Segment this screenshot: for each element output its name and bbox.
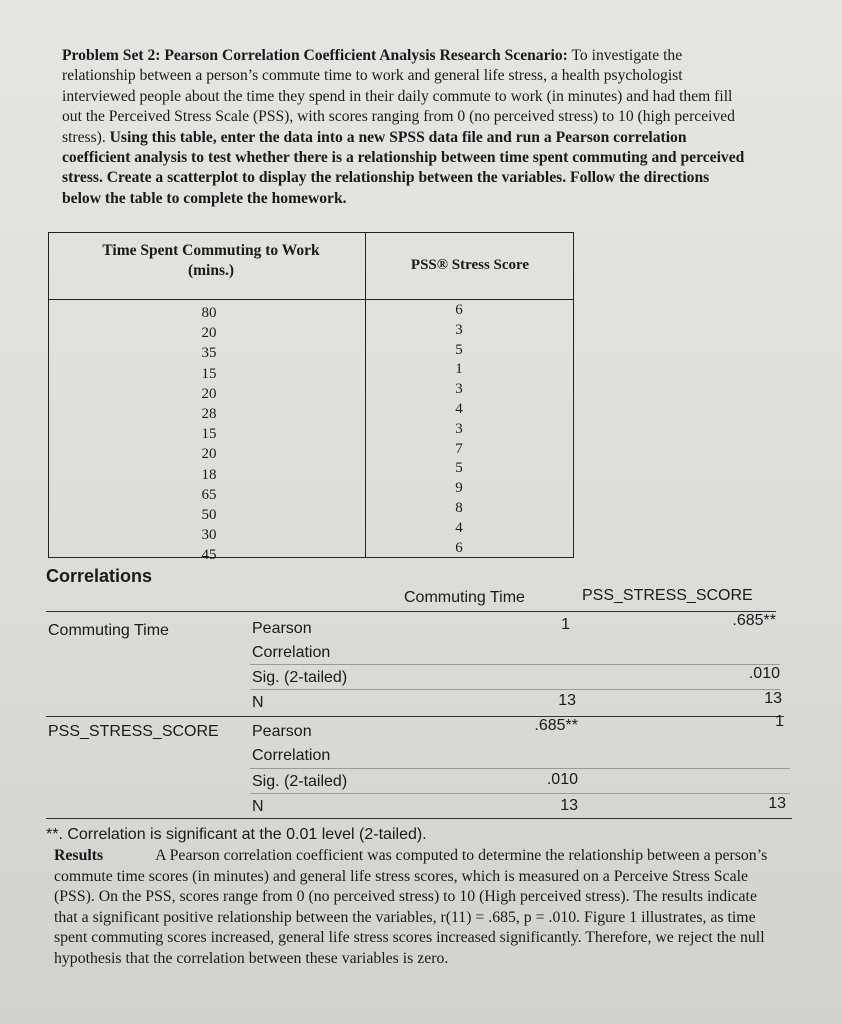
stress-cell: 3 bbox=[455, 420, 463, 437]
r2-pearson-label: Pearson bbox=[252, 723, 312, 740]
r2-correlation-label: Correlation bbox=[252, 747, 331, 764]
row-label-commuting: Commuting Time bbox=[48, 622, 169, 639]
r1-n-label: N bbox=[252, 694, 264, 711]
stress-cell: 8 bbox=[455, 499, 463, 516]
commute-cell: 15 bbox=[201, 426, 217, 443]
commute-cell: 65 bbox=[201, 486, 217, 503]
r2-n-label: N bbox=[252, 798, 264, 815]
stress-cell: 5 bbox=[455, 341, 463, 358]
commute-cell: 50 bbox=[201, 507, 217, 524]
r1-correlation-label: Correlation bbox=[252, 644, 331, 661]
commute-cell: 15 bbox=[201, 365, 217, 382]
stress-cell: 7 bbox=[455, 440, 463, 457]
results-label: Results bbox=[54, 847, 104, 864]
r2-n-pss: 13 bbox=[768, 795, 786, 812]
r1-pearson-pss: .685** bbox=[732, 612, 776, 629]
commute-cell: 80 bbox=[201, 305, 217, 321]
commute-cell: 18 bbox=[201, 466, 217, 483]
stress-column-header: PSS® Stress Score bbox=[410, 257, 530, 273]
r1-pearson-commuting: 1 bbox=[561, 616, 570, 633]
r2-n-commuting: 13 bbox=[560, 797, 578, 814]
r2-sig-commuting: .010 bbox=[546, 771, 578, 788]
r1-sig-label: Sig. (2-tailed) bbox=[252, 669, 348, 686]
problem-text: To investigate the relationship between a person’s commute time to work and general life stress, a health psychologist interviewed people about the time they spend in their daily commute to work (in minutes) and had them fill out the Perceived Stress Scale (PSS), with scores ranging from 0 (no perceived stress) to 10 (high perceived stress). bbox=[62, 47, 735, 146]
problem-statement bbox=[62, 46, 752, 209]
stress-cell: 3 bbox=[455, 321, 463, 338]
results-text: A Pearson correlation coefficient was computed to determine the relationship between a person’s commute time scores (in minutes) and general life stress scores, which is measured on a Perceive Stress Scale (PSS). On the PSS, scores range from 0 (no perceived stress) to 10 (High perceived stress). The results indicate that a significant positive relationship between the variables, r(11) = .685, p = .010. Figure 1 illustrates, as time spent commuting scores increased, general life stress scores increased significantly. Therefore, we reject the null hypothesis that the correlation between these variables is zero. bbox=[54, 847, 768, 967]
r2-pearson-pss: 1 bbox=[775, 713, 784, 730]
stress-cell: 4 bbox=[455, 519, 463, 536]
r1-sig-pss: .010 bbox=[748, 665, 780, 682]
col-header-pss: PSS_STRESS_SCORE bbox=[582, 587, 753, 604]
stress-cell: 3 bbox=[455, 381, 463, 398]
commute-column-header: Time Spent Commuting to Work (mins.) bbox=[102, 242, 320, 279]
commute-cell: 28 bbox=[201, 406, 217, 423]
commute-cell: 35 bbox=[201, 345, 217, 362]
row-label-pss: PSS_STRESS_SCORE bbox=[48, 723, 219, 740]
significance-footnote: **. Correlation is significant at the 0.01 level (2-tailed). bbox=[46, 826, 427, 843]
problem-heading: Problem Set 2: Pearson Correlation Coefficient Analysis Research Scenario: bbox=[62, 47, 568, 64]
stress-cell: 1 bbox=[455, 361, 463, 378]
correlations-title: Correlations bbox=[46, 566, 153, 586]
problem-instructions: Using this table, enter the data into a new SPSS data file and run a Pearson correlation coefficient analysis to test whether there is a relationship between time spent commuting and perceived stress. Create a scatterplot to display the relationship between the variables. Follow the directions below the table to complete the homework. bbox=[62, 128, 745, 207]
commute-cell: 30 bbox=[201, 527, 217, 544]
stress-values bbox=[449, 301, 469, 558]
results-paragraph bbox=[54, 846, 770, 970]
stress-cell: 6 bbox=[455, 539, 463, 556]
r1-n-pss: 13 bbox=[764, 690, 782, 707]
stress-cell: 4 bbox=[455, 400, 463, 417]
col-header-commuting: Commuting Time bbox=[404, 589, 525, 606]
r1-n-commuting: 13 bbox=[558, 692, 576, 709]
r1-pearson-label: Pearson bbox=[252, 620, 312, 637]
data-table bbox=[48, 232, 574, 564]
stress-cell: 9 bbox=[455, 480, 463, 497]
stress-cell: 6 bbox=[455, 302, 463, 318]
r2-sig-label: Sig. (2-tailed) bbox=[252, 773, 348, 790]
commute-cell: 45 bbox=[201, 547, 217, 564]
commute-cell: 20 bbox=[201, 446, 217, 463]
stress-cell: 5 bbox=[455, 460, 463, 477]
r2-pearson-commuting: .685** bbox=[534, 717, 578, 734]
commute-cell: 20 bbox=[201, 385, 217, 402]
commute-values bbox=[189, 303, 229, 566]
commute-cell: 20 bbox=[201, 325, 217, 342]
